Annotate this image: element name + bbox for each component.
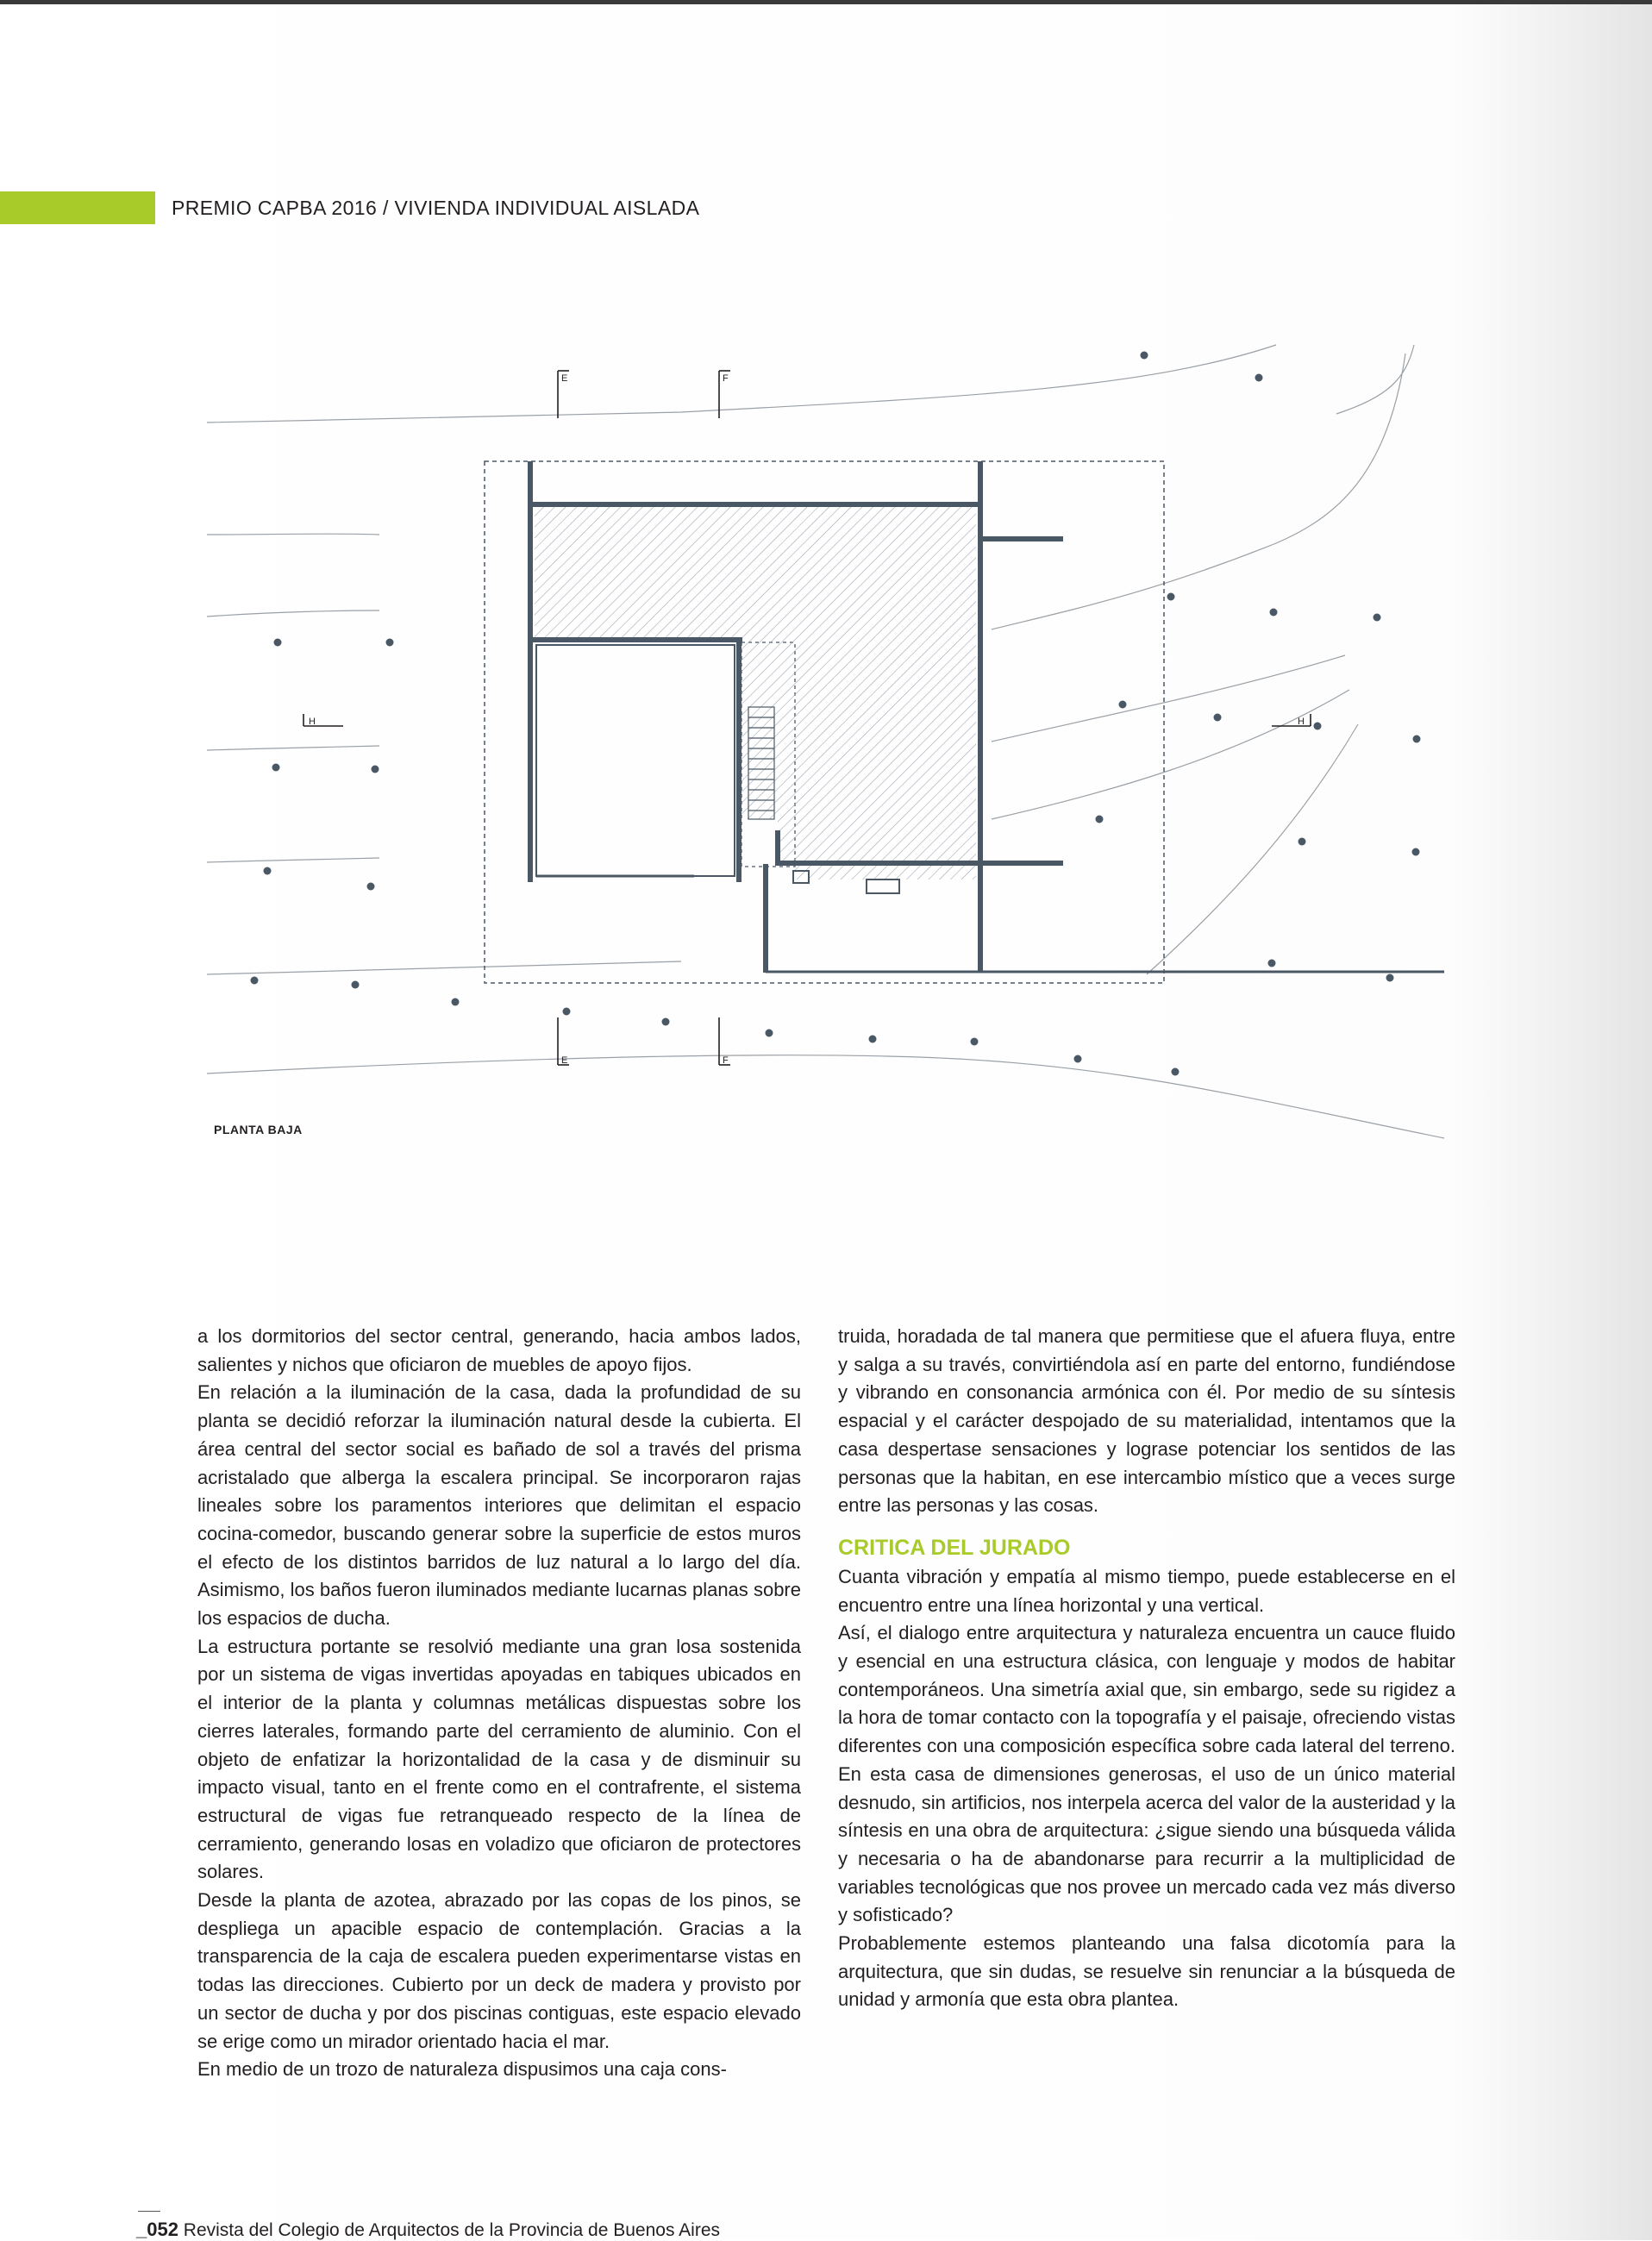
tree-dot xyxy=(563,1008,571,1016)
kitchen-counter xyxy=(867,879,899,893)
section-accent-bar xyxy=(0,191,155,224)
bedroom-block xyxy=(536,645,735,876)
tree-dot xyxy=(971,1038,979,1046)
tree-dot xyxy=(274,639,282,647)
paragraph: truida, horadada de tal manera que permitiese que el afuera fluya, entre y salga a su través, convirtiéndola así en parte del entorno, fundiéndose y vibrando en consonancia armónica con él. Por medio de su síntesis espacial y el carácter despojado de su materialidad, intentamos que la casa despertase sensaciones y lograse potenciar los sentidos de las personas que la habitan, en ese intercambio místico que a veces surge entre las personas y las cosas. xyxy=(838,1325,1455,1517)
tree-dot xyxy=(662,1018,670,1026)
tree-dot xyxy=(386,639,394,647)
paragraph: Cuanta vibración y empatía al mismo tiempo, puede establecerse en el encuentro entre una línea horizontal y una vertical. xyxy=(838,1565,1455,1616)
marker-h-right: H xyxy=(1298,717,1305,727)
thin-plan-lines xyxy=(536,645,1444,972)
contour-line xyxy=(207,961,681,974)
paragraph: Desde la planta de azotea, abrazado por las copas de los pinos, se despliega un apacible espacio de contemplación. Gracias a la transparencia de la caja de escalera pueden experimentarse vistas en todas las direcciones. Cubierto por un deck de madera y provisto por un sector de ducha y por dos piscinas contiguas, este espacio elevado se erige como un mirador orientado hacia el mar. xyxy=(197,1889,801,2052)
text-column-left xyxy=(197,1323,801,2084)
tree-dot xyxy=(251,977,259,985)
contour-line xyxy=(207,858,379,862)
tree-dot xyxy=(1270,609,1278,617)
tree-dot xyxy=(1172,1068,1180,1076)
contour-line xyxy=(207,534,379,535)
paragraph: En relación a la iluminación de la casa, dada la profundidad de su planta se decidió reforzar la iluminación natural desde la cubierta. El área central del sector social es bañado de sol a través del prisma acristalado que alberga la escalera principal. Se incorporaron rajas lineales sobre los paramentos interiores que delimitan el espacio cocina-comedor, buscando generar sobre la superficie de estos muros el efecto de los distintos barridos de luz natural a lo largo del día. Asimismo, los baños fueron iluminados mediante lucarnas planas sobre los espacios de ducha. xyxy=(197,1381,801,1630)
hatched-social-area xyxy=(535,505,976,879)
tree-dot xyxy=(1167,593,1175,601)
text-column-right xyxy=(838,1323,1455,2014)
tree-dot xyxy=(1119,701,1127,709)
tree-dot xyxy=(766,1030,773,1037)
tree-dot xyxy=(1214,714,1222,722)
contour-line xyxy=(207,345,1276,423)
tree-dot xyxy=(272,764,280,772)
tree-dot xyxy=(264,867,272,875)
tree-dot xyxy=(1386,974,1394,982)
contour-line xyxy=(1147,724,1358,974)
marker-f-top: F xyxy=(723,373,729,384)
marker-f-bottom: F xyxy=(723,1055,729,1066)
floor-plan-drawing xyxy=(198,336,1492,1164)
contour-line xyxy=(992,690,1349,819)
tree-dot xyxy=(1255,374,1263,382)
jury-heading: CRITICA DEL JURADO xyxy=(838,1535,1071,1560)
page-number: _052 xyxy=(136,2219,178,2240)
paragraph: Así, el dialogo entre arquitectura y naturaleza encuentra un cauce fluido y esencial en una estructura clásica, con lenguaje y modos de habitar contemporáneos. Una simetría axial que, sin embargo, sede su rigidez a la hora de tomar contacto con la topografía y el paisaje, ofreciendo vistas diferentes con una composición específica sobre cada lateral del terreno. En esta casa de dimensiones generosas, el uso de un único material desnudo, sin artificios, nos interpela acerca del valor de la austeridad y la síntesis en una obra de arquitectura: ¿sigue siendo una búsqueda válida y necesaria o ha de abandonarse para recurrir a la multiplicidad de variables tecnológicas que nos provee un mercado cada vez más diverso y sofisticado? xyxy=(838,1622,1455,1926)
tree-dot xyxy=(372,766,379,773)
marker-h-left: H xyxy=(309,717,316,727)
page-footer xyxy=(136,2219,720,2241)
tree-dot xyxy=(1141,352,1148,360)
tree-dot xyxy=(1314,723,1322,730)
contour-line xyxy=(992,655,1345,742)
top-edge-rule xyxy=(0,0,1652,4)
tree-dot xyxy=(352,981,360,989)
tree-dot xyxy=(367,883,375,891)
tree-dot xyxy=(452,998,460,1006)
tree-dot xyxy=(1412,848,1420,856)
section-header: PREMIO CAPBA 2016 / VIVIENDA INDIVIDUAL AISLADA xyxy=(172,197,700,219)
publication-name: Revista del Colegio de Arquitectos de la Provincia de Buenos Aires xyxy=(183,2220,720,2240)
contour-line xyxy=(992,354,1405,629)
plan-caption: PLANTA BAJA xyxy=(214,1123,303,1136)
paragraph: a los dormitorios del sector central, generando, hacia ambos lados, salientes y nichos que oficiaron de muebles de apoyo fijos. xyxy=(197,1325,801,1375)
tree-dot xyxy=(1298,838,1306,846)
contour-line xyxy=(207,1055,1444,1138)
tree-dot xyxy=(869,1036,877,1043)
contour-line xyxy=(1336,345,1414,414)
tree-dot xyxy=(1374,614,1381,622)
tree-dot xyxy=(1096,816,1104,823)
footer-tick xyxy=(138,2211,160,2212)
paragraph: Probablemente estemos planteando una falsa dicotomía para la arquitectura, que sin dudas, se resuelve sin renunciar a la búsqueda de unidad y armonía que esta obra plantea. xyxy=(838,1932,1455,2011)
marker-e-bottom: E xyxy=(561,1055,568,1066)
contour-line xyxy=(207,746,379,750)
tree-dot xyxy=(1268,960,1276,967)
contour-line xyxy=(207,610,379,617)
marker-e-top: E xyxy=(561,373,568,384)
tree-dot xyxy=(1413,736,1421,743)
paragraph: En medio de un trozo de naturaleza dispusimos una caja cons- xyxy=(197,2058,727,2081)
tree-dot xyxy=(1074,1055,1082,1063)
paragraph: La estructura portante se resolvió mediante una gran losa sostenida por un sistema de vigas invertidas apoyadas en tabiques ubicados en el interior de la planta y columnas metálicas dispuestas sobre los cierres laterales, formando parte del cerramiento de aluminio. Con el objeto de enfatizar la horizontalidad de la casa y de disminuir su impacto visual, tanto en el frente como en el contrafrente, el sistema estructural de vigas fue retranqueado respecto de la línea de cerramiento, generando losas en voladizo que oficiaron de protectores solares. xyxy=(197,1635,801,1883)
